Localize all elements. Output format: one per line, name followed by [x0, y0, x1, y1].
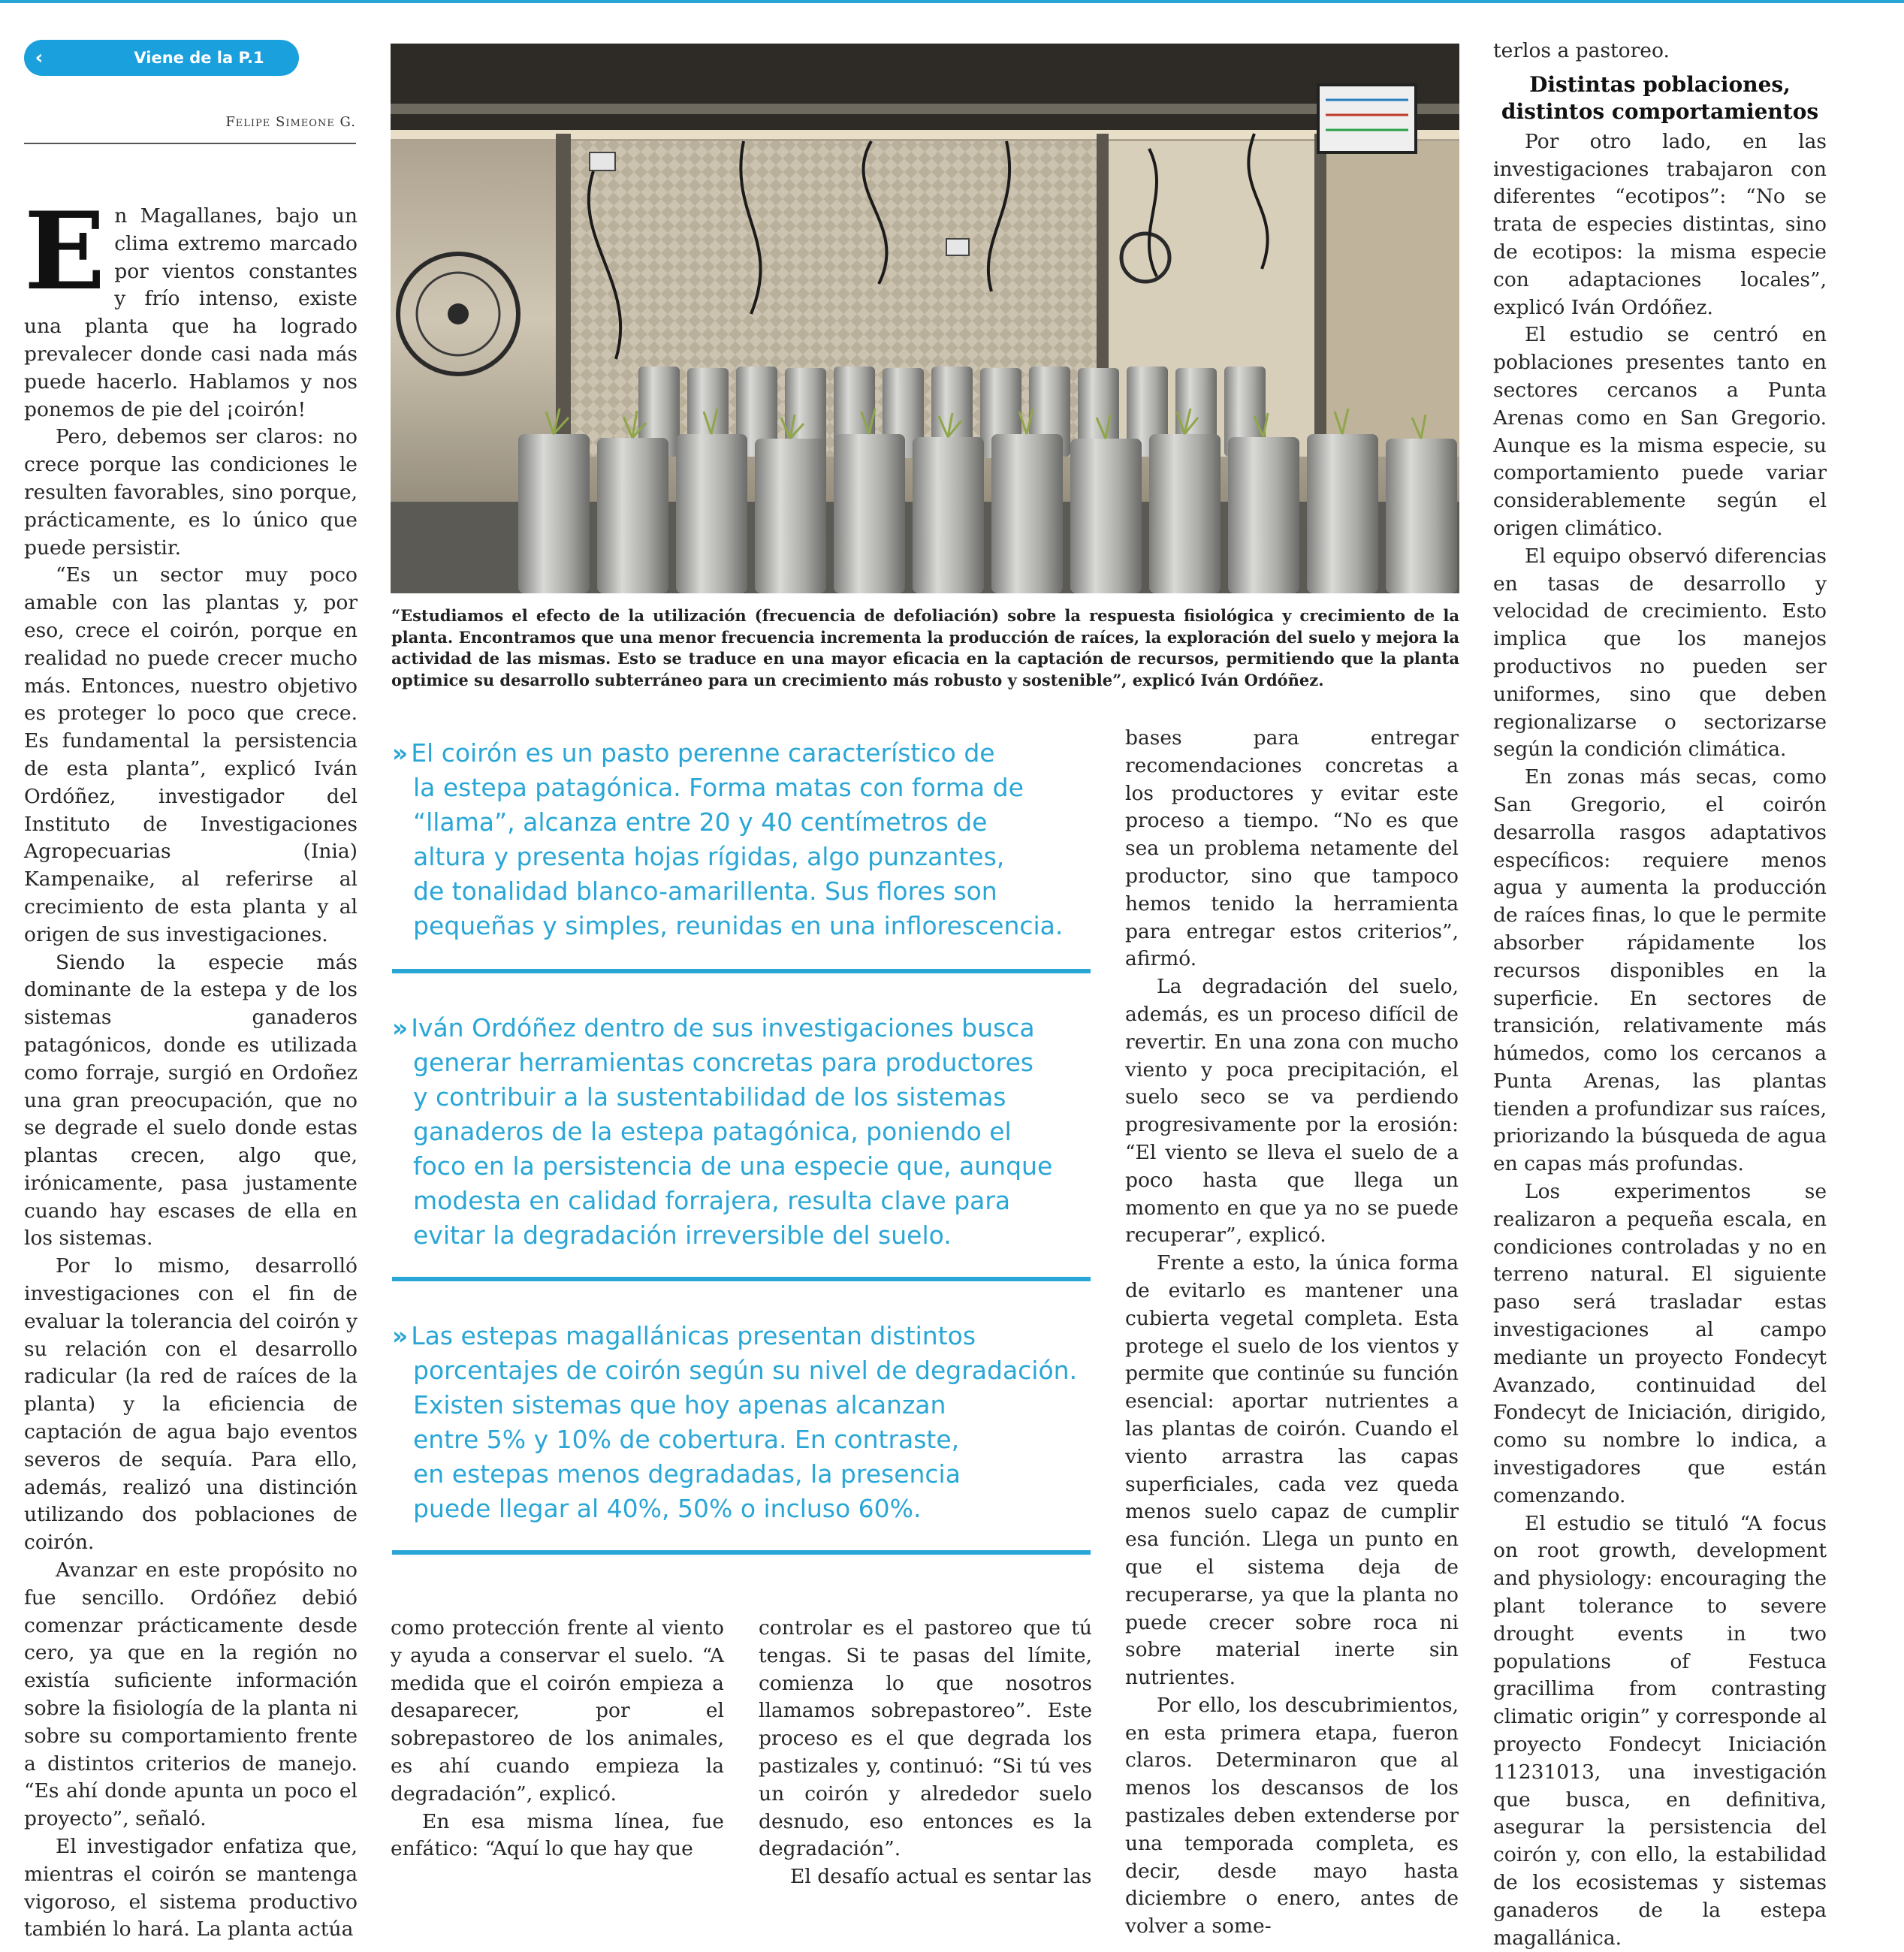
- highlight-line: “llama”, alcanza entre 20 y 40 centímetros de: [413, 807, 988, 837]
- paragraph: Frente a esto, la única forma de evitarlo es mantener una cubierta vegetal completa. Esta protege el suelo de los vientos y permite que continúe su función esencial: aportar nutrientes a las plantas de coirón. Cuando el viento arrastra las capas superficiales, cada vez queda menos suelo capaz de cumplir esa función. Llega un punto en que el sistema deja de recuperarse, ya que la planta no puede crecer sobre roca ni sobre material inerte sin nutrientes.: [1125, 1251, 1459, 1690]
- double-chevron-icon: ››: [392, 1321, 404, 1350]
- paragraph: En esa misma línea, fue enfático: “Aquí lo que hay que: [391, 1809, 724, 1861]
- paragraph: como protección frente al viento y ayuda a conservar el suelo. “A medida que el coirón empieza a desaparecer, por el sobrepastoreo de los animales, es ahí cuando empieza la degradación”, explicó.: [391, 1616, 724, 1806]
- highlight-line: ›› Las estepas magallánicas presentan distintos: [392, 1321, 976, 1350]
- paragraph: El equipo observó diferencias en tasas de desarrollo y velocidad de crecimiento. Esto implica que los manejos productivos no pueden ser uniformes, sino que deben regionalizarse o sectorizarse según la condición climática.: [1493, 544, 1827, 762]
- highlight-line: pequeñas y simples, reunidas en una inflorescencia.: [413, 911, 1064, 940]
- paragraph: bases para entregar recomendaciones concretas a los productores y evitar este proceso a tiempo. “No es que sea un problema netamente del productor, sino que tampoco hemos tenido la herramienta para entregar estos criterios”, afirmó.: [1125, 726, 1459, 971]
- byline-rule: [24, 143, 356, 144]
- double-chevron-icon: ››: [392, 738, 404, 768]
- article-column-1: [24, 189, 358, 1941]
- chevron-left-icon: ‹: [35, 47, 44, 69]
- photo-caption: “Estudiamos el efecto de la utilización (frecuencia de defoliación) sobre la respuesta fisiológica y crecimiento de la planta. Encontramos que una menor frecuencia incrementa la producción de raíces, la exploración del suelo y mejora la actividad de las mismas. Esto se traduce en una mayor eficacia en la captación de recursos, permitiendo que la planta optimice su desarrollo subterráneo para un crecimiento más robusto y sostenible”, explicó Iván Ordóñez.: [391, 606, 1459, 689]
- section-heading: Distintas poblaciones, distintos comportamientos: [1501, 71, 1819, 124]
- paragraph: Por otro lado, en las investigaciones trabajaron con diferentes “ecotipos”: “No se trata de especies distintas, sino de ecotipos: la misma especie con adaptaciones locales”, explicó Iván Ordóñez.: [1493, 129, 1827, 319]
- paragraph: Los experimentos se realizaron a pequeña escala, en condiciones controladas y no en terreno natural. El siguiente paso será trasladar estas investigaciones al campo mediante un proyecto Fondecyt Avanzado, continuidad del Fondecyt de Iniciación, dirigido, como su nombre lo indica, a investigadores que están comenzando.: [1493, 1180, 1827, 1507]
- article-column-4: [1125, 725, 1459, 1938]
- highlight-line: modesta en calidad forrajera, resulta clave para: [413, 1186, 1011, 1215]
- byline: Felipe Simeone G.: [225, 114, 356, 130]
- highlight-box-1: [392, 736, 1091, 943]
- highlight-line: puede llegar al 40%, 50% o incluso 60%.: [413, 1494, 922, 1523]
- lead-text: n Magallanes, bajo un clima extremo marcado por vientos constantes y frío intenso, existe una planta que ha logrado prevalecer donde casi nada más puede hacerlo. Hablamos y nos ponemos de pie del ¡coirón!: [24, 204, 358, 421]
- paragraph: “Es un sector muy poco amable con las plantas y, por eso, crece el coirón, porque en realidad no puede crecer mucho más. Entonces, nuestro objetivo es proteger lo poco que crece. Es fundamental la persistencia de esta planta”, explicó Iván Ordóñez, investigador del Instituto de Investigaciones Agropecuarias (Inia) Kampenaike, al referirse al crecimiento de esta planta y al origen de sus investigaciones.: [24, 563, 358, 946]
- article-column-5: [1493, 38, 1827, 1950]
- paragraph: En zonas más secas, como San Gregorio, el coirón desarrolla rasgos adaptativos específicos: requiere menos agua y aumenta la producción de raíces finas, lo que le permite absorber rápidamente los recursos disponibles en la superficie. En sectores de transición, relativamente más húmedos, como los cercanos a Punta Arenas, las plantas tienden a profundizar sus raíces, priorizando la búsqueda de agua en capas más profundas.: [1493, 765, 1827, 1176]
- paragraph: Siendo la especie más dominante de la estepa y de los sistemas ganaderos patagónicos, donde es utilizada como forraje, surgió en Ordoñez una gran preocupación, que no se degrade el suelo donde estas plantas crecen, algo que, irónicamente, pasa justamente cuando hay escases de ella en los sistemas.: [24, 950, 358, 1251]
- paragraph: Por ello, los descubrimientos, en esta primera etapa, fueron claros. Determinaron que al menos los descansos de los pastizales deben extenderse por una temporada completa, es decir, desde mayo hasta diciembre o enero, antes de volver a some-: [1125, 1693, 1459, 1938]
- paragraph: Por lo mismo, desarrolló investigaciones con el fin de evaluar la tolerancia del coirón y su relación con el desarrollo radicular (la red de raíces de la planta) y la eficiencia de captación de agua bajo eventos severos de sequía. Para ello, además, realizó una distinción utilizando dos poblaciones de coirón.: [24, 1254, 358, 1555]
- highlight-line: altura y presenta hojas rígidas, algo punzantes,: [413, 842, 1005, 871]
- paragraph: El estudio se centró en poblaciones presentes tanto en sectores cercanos a Punta Arenas como en San Gregorio. Aunque es la misma especie, su comportamiento puede variar considerablemente según el origen climático.: [1493, 323, 1827, 540]
- lead-paragraph: [24, 189, 358, 424]
- drop-cap: E: [24, 189, 106, 314]
- highlight-line: de tonalidad blanco-amarillenta. Sus flores son: [413, 876, 997, 906]
- highlight-line: ›› Iván Ordóñez dentro de sus investigaciones busca: [392, 1013, 1035, 1042]
- highlight-box-2: [392, 1011, 1091, 1253]
- highlight-line: la estepa patagónica. Forma matas con forma de: [413, 773, 1024, 802]
- highlight-line: generar herramientas concretas para productores: [413, 1048, 1033, 1077]
- continued-from-badge[interactable]: [24, 40, 299, 76]
- greenhouse-illustration: [391, 44, 1459, 593]
- highlight-line: evitar la degradación irreversible del suelo.: [413, 1220, 952, 1250]
- highlight-line: ›› El coirón es un pasto perenne característico de: [392, 738, 995, 768]
- highlight-line: porcentajes de coirón según su nivel de degradación.: [413, 1356, 1078, 1385]
- greenhouse-photo: [391, 44, 1459, 593]
- paragraph: El estudio se tituló “A focus on root growth, development and physiology: encouraging the plant tolerance to severe drought events in two populations of Festuca gracillima from contrasting climatic origin” y corresponde al proyecto Fondecyt Iniciación 11231013, una investigación que busca, en definitiva, asegurar la persistencia del coirón y, con ello, la estabilidad de los ecosistemas y sistemas ganaderos de la estepa magallánica.: [1493, 1511, 1827, 1950]
- paragraph: controlar es el pastoreo que tú tengas. Si te pasas del límite, comienza lo que nosotros llamamos sobrepastoreo”. Este proceso es el que degrada los pastizales y, continuó: “Si tú ves un coirón y alrededor suelo desnudo, eso entonces es la degradación”.: [759, 1616, 1092, 1861]
- highlight-line: y contribuir a la sustentabilidad de los sistemas: [413, 1082, 1006, 1112]
- paragraph: El desafío actual es sentar las: [790, 1865, 1092, 1889]
- article-column-2: [391, 1615, 724, 1870]
- highlight-line: Existen sistemas que hoy apenas alcanzan: [413, 1390, 946, 1419]
- highlight-divider: [392, 1550, 1091, 1555]
- highlight-line: foco en la persistencia de una especie que, aunque: [413, 1151, 1053, 1181]
- double-chevron-icon: ››: [392, 1013, 404, 1042]
- highlight-divider: [392, 969, 1091, 973]
- highlight-line: entre 5% y 10% de cobertura. En contraste,: [413, 1425, 960, 1454]
- continued-from-label: Viene de la P.1: [134, 49, 264, 67]
- article-column-3: [759, 1615, 1092, 1889]
- highlight-divider: [392, 1277, 1091, 1281]
- highlight-line: en estepas menos degradadas, la presencia: [413, 1459, 961, 1489]
- paragraph: Avanzar en este propósito no fue sencillo. Ordóñez debió comenzar prácticamente desde cero, ya que en la región no existía suficiente información sobre la fisiología de la planta ni sobre su comportamiento frente a distintos criterios de manejo. “Es ahí donde apunta un poco el proyecto”, señaló.: [24, 1558, 358, 1831]
- paragraph: terlos a pastoreo.: [1493, 39, 1670, 62]
- paragraph: Pero, debemos ser claros: no crece porque las condiciones le resulten favorables, sino porque, prácticamente, es lo único que puede persistir.: [24, 425, 358, 560]
- highlight-box-3: [392, 1319, 1091, 1526]
- top-rule: [0, 0, 1904, 3]
- paragraph: La degradación del suelo, además, es un proceso difícil de revertir. En una zona con mucho viento y poca precipitación, el suelo seco se va perdiendo progresivamente por la erosión: “El viento se lleva el suelo de a poco hasta que llega un momento en que ya no se puede recuperar”, explicó.: [1125, 975, 1459, 1248]
- paragraph: El investigador enfatiza que, mientras el coirón se mantenga vigoroso, el sistema productivo también lo hará. La planta actúa: [24, 1835, 358, 1941]
- highlight-line: ganaderos de la estepa patagónica, poniendo el: [413, 1117, 1012, 1146]
